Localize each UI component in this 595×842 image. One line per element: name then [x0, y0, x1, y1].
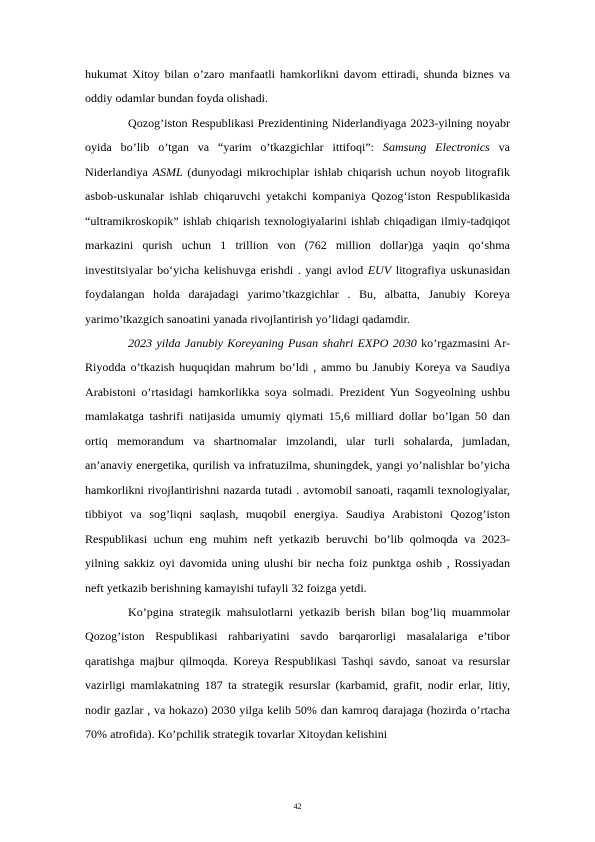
- italic-term-asml: ASML: [152, 164, 183, 179]
- paragraph-text: va Niderlandiya: [85, 140, 510, 179]
- paragraph-text: litografiya uskunasidan foydalangan holda darajadagi yarimo’tkazgichlar . Bu, albatta, Janubiy Koreya yarimo’tkazgich sanoatini yanada rivojlantirish yo’lidagi qadamdir.: [85, 262, 510, 326]
- paragraph-text: (dunyodagi mikrochiplar ishlab chiqarish uchun noyob litografik asbob-uskunalar ishlab chiqaruvchi yetakchi kompaniya Qozog‘iston Respublikasida “ultramikroskopik” ishlab chiqarish texnologiyalarini ishlab chiqadigan ilmiy-tadqiqot markazini qurish uchun 1 trillion von (762 million dollar)ga yaqin qo‘shma investitsiyalar bo‘yicha kelishuvga erishdi . yangi avlod: [85, 164, 510, 277]
- page-number: 42: [293, 802, 302, 811]
- italic-term-samsung: Samsung Electronics: [382, 140, 490, 155]
- italic-term-euv: EUV: [367, 262, 392, 277]
- paragraph-4: [85, 600, 510, 747]
- paragraph-text: hukumat Xitoy bilan o’zaro manfaatli hamkorlikni davom ettiradi, shunda biznes va oddiy odamlar bundan foyda olishadi.: [85, 67, 510, 106]
- paragraph-2: [85, 111, 510, 331]
- paragraph-text: Ko’pgina strategik mahsulotlarni yetkazib berish bilan bog’liq muammolar Qozog’iston Respublikasi rahbariyatini savdo barqarorligi masalalariga e’tibor qaratishga majbur qilmoqda. Koreya Respublikasi Tashqi savdo, sanoat va resurslar vazirligi mamlakatning 187 ta strategik resurslar (karbamid, grafit, nodir erlar, litiy, nodir gazlar , va hokazo) 2030 yilga kelib 50% dan kamroq darajaga (hozirda o’rtacha 70% atrofida). Ko’pchilik strategik tovarlar Xitoydan kelishini: [85, 604, 510, 742]
- italic-phrase-expo: 2023 yilda Janubiy Koreyaning Pusan shahri EXPO 2030: [128, 335, 417, 350]
- paragraph-1: [85, 62, 510, 111]
- paragraph-3: [85, 331, 510, 600]
- document-body: [85, 62, 510, 747]
- paragraph-text: Qozog’iston Respublikasi Prezidentining Niderlandiyaga 2023-yilning noyabr oyida bo’lib o’tgan va “yarim o’tkazgichlar ittifoqi”:: [85, 115, 510, 155]
- paragraph-text: ko’rgazmasini Ar-Riyodda o’tkazish huquqidan mahrum bo’ldi , ammo bu Janubiy Koreya va Saudiya Arabistoni o’rtasidagi hamkorlikka soya solmadi. Prezident Yun Sogyeolning ushbu mamlakatga tashrifi natijasida umumiy qiymati 15,6 milliard dollar bo’lgan 50 dan ortiq memorandum va shartnomalar imzolandi, ular turli sohalarda, jumladan, an’anaviy energetika, qurilish va infratuzilma, shuningdek, yangi yo’nalishlar bo’yicha hamkorlikni rivojlantirishni nazarda tutadi . avtomobil sanoati, raqamli texnologiyalar, tibbiyot va sog’liqni saqlash, muqobil energiya. Saudiya Arabistoni Qozog’iston Respublikasi uchun eng muhim neft yetkazib beruvchi bo’lib qolmoqda va 2023-yilning sakkiz oyi davomida uning ulushi bir necha foiz punktga oshib , Rossiyadan neft yetkazib berishning kamayishi tufayli 32 foizga yetdi.: [85, 335, 510, 595]
